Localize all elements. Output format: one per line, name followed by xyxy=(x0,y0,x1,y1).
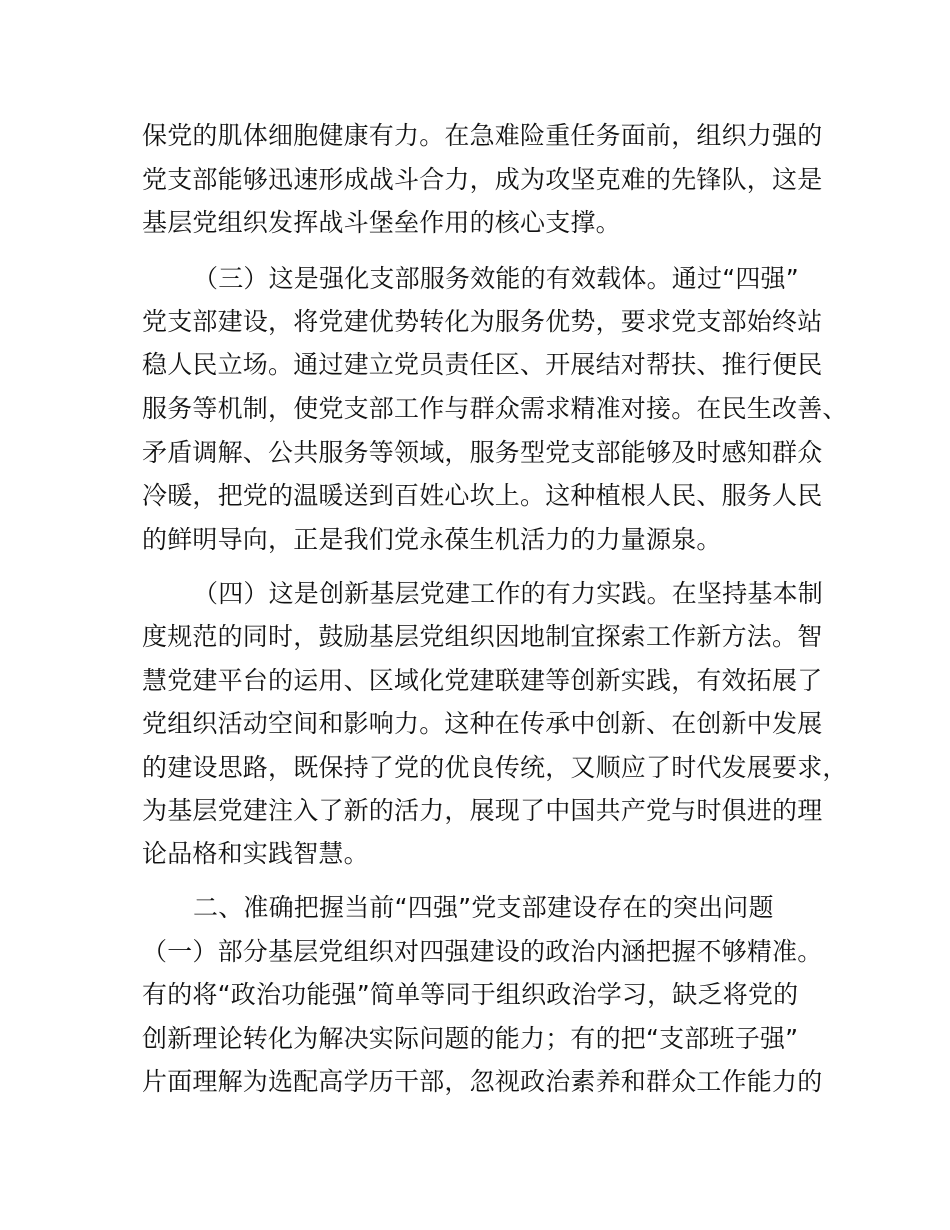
text-line: 度规范的同时，鼓励基层党组织因地制宜探索工作新方法。智 xyxy=(142,622,823,651)
text-line: 党支部建设，将党建优势转化为服务优势，要求党支部始终站 xyxy=(142,307,823,336)
text-line: 为基层党建注入了新的活力，展现了中国共产党与时俱进的理 xyxy=(142,796,823,825)
text-line: 有的将“政治功能强”简单等同于组织政治学习，缺乏将党的 xyxy=(142,980,799,1009)
text-line: 慧党建平台的运用、区域化党建联建等创新实践，有效拓展了 xyxy=(142,666,823,695)
text-line: 矛盾调解、公共服务等领域，服务型党支部能够及时感知群众 xyxy=(142,438,823,467)
text-line: 片面理解为选配高学历干部，忽视政治素养和群众工作能力的 xyxy=(142,1067,823,1096)
text-line: （四）这是创新基层党建工作的有力实践。在坚持基本制 xyxy=(193,579,824,608)
text-line: 的鲜明导向，正是我们党永葆生机活力的力量源泉。 xyxy=(142,525,722,554)
text-line: （一）部分基层党组织对四强建设的政治内涵把握不够精准。 xyxy=(142,937,823,966)
text-line: 的建设思路，既保持了党的优良传统，又顺应了时代发展要求， xyxy=(142,753,848,782)
text-line: 服务等机制，使党支部工作与群众需求精准对接。在民生改善、 xyxy=(142,394,848,423)
text-line: 创新理论转化为解决实际问题的能力；有的把“支部班子强” xyxy=(142,1024,799,1053)
text-line: 冷暖，把党的温暖送到百姓心坎上。这种植根人民、服务人民 xyxy=(142,481,823,510)
text-line: 基层党组织发挥战斗堡垒作用的核心支撑。 xyxy=(142,208,621,237)
text-line: 论品格和实践智慧。 xyxy=(142,839,369,868)
text-line: （三）这是强化支部服务效能的有效载体。通过“四强” xyxy=(193,264,799,293)
text-line: 党组织活动空间和影响力。这种在传承中创新、在创新中发展 xyxy=(142,709,823,738)
text-line: 稳人民立场。通过建立党员责任区、开展结对帮扶、推行便民 xyxy=(142,350,823,379)
section-heading: 二、准确把握当前“四强”党支部建设存在的突出问题 xyxy=(193,893,774,922)
text-line: 党支部能够迅速形成战斗合力，成为攻坚克难的先锋队，这是 xyxy=(142,165,823,194)
text-line: 保党的肌体细胞健康有力。在急难险重任务面前，组织力强的 xyxy=(142,121,823,150)
